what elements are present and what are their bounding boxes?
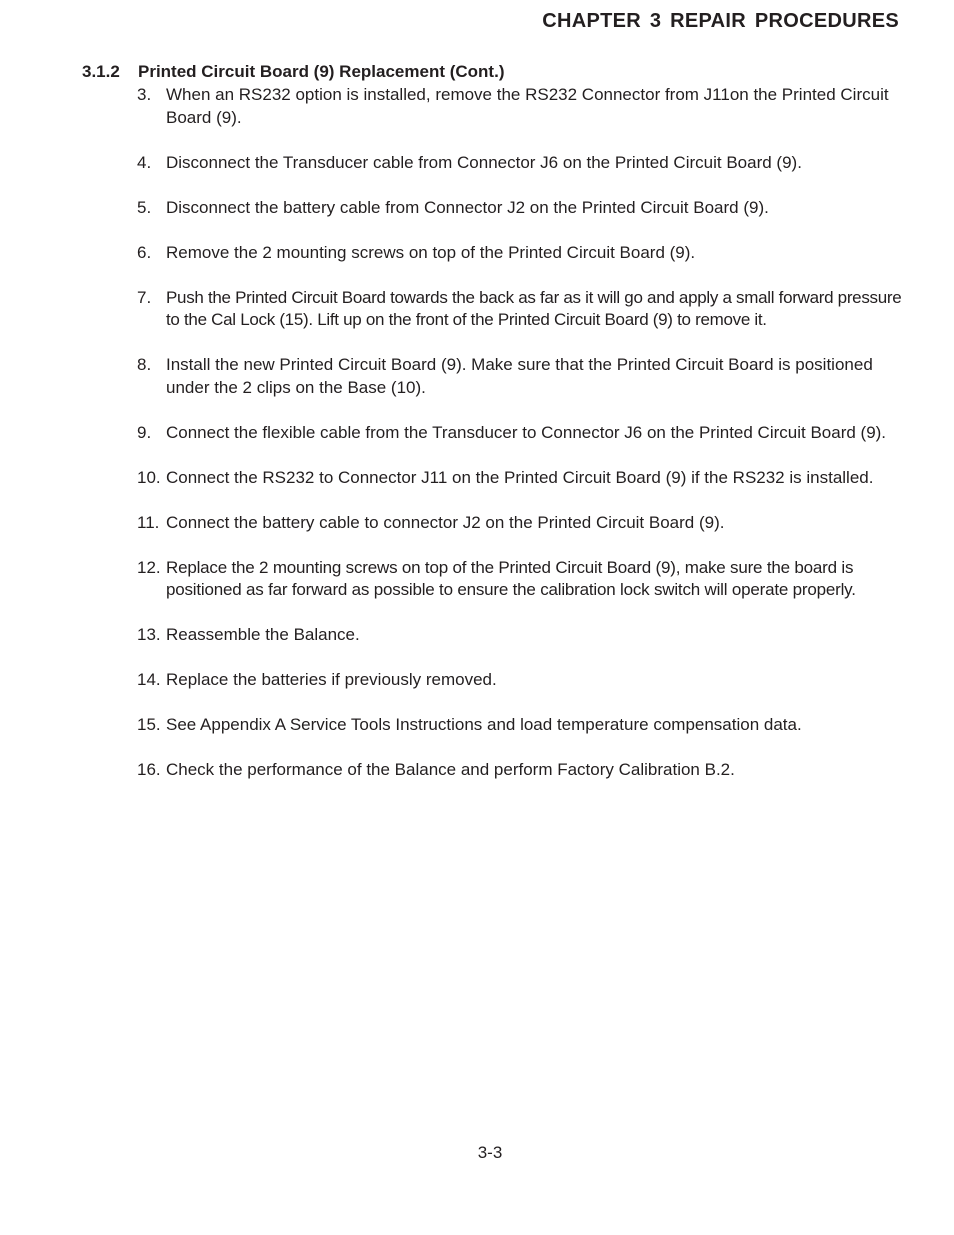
- chapter-title: CHAPTER 3 REPAIR PROCEDURES: [542, 10, 899, 32]
- step-number: 9.: [137, 422, 152, 442]
- step-number: 13.: [137, 625, 161, 644]
- step-number: 12.: [137, 557, 161, 577]
- section-heading: [82, 62, 504, 82]
- procedure-step: [137, 354, 902, 399]
- procedure-step: [137, 714, 902, 737]
- procedure-step: [137, 197, 902, 220]
- step-number: 6.: [137, 242, 152, 262]
- procedure-step: [137, 467, 902, 490]
- step-text: Install the new Printed Circuit Board (9). Make sure that the Printed Circuit Board is positioned under the 2 clips on the Base (10).: [166, 355, 873, 397]
- step-number: 11.: [137, 512, 160, 532]
- section-number: 3.1.2: [82, 62, 120, 81]
- step-number: 5.: [137, 197, 152, 217]
- step-number: 3.: [137, 85, 152, 104]
- step-text: Remove the 2 mounting screws on top of the Printed Circuit Board (9).: [166, 242, 696, 262]
- step-text: Connect the battery cable to connector J2 on the Printed Circuit Board (9).: [166, 512, 725, 532]
- step-number: 15.: [137, 715, 161, 734]
- step-text: Reassemble the Balance.: [166, 625, 360, 644]
- step-text: See Appendix A Service Tools Instructions and load temperature compensation data.: [166, 715, 802, 734]
- procedure-step: [137, 512, 902, 535]
- step-text: Connect the RS232 to Connector J11 on the Printed Circuit Board (9) if the RS232 is installed.: [166, 467, 874, 487]
- procedure-step: [137, 84, 902, 129]
- procedure-step: [137, 287, 902, 332]
- procedure-step: [137, 242, 902, 265]
- step-text: Check the performance of the Balance and perform Factory Calibration B.2.: [166, 760, 735, 779]
- step-number: 7.: [137, 287, 152, 307]
- section-title: Printed Circuit Board (9) Replacement (Cont.): [138, 62, 505, 81]
- step-text: Disconnect the battery cable from Connector J2 on the Printed Circuit Board (9).: [166, 197, 769, 217]
- step-number: 16.: [137, 760, 161, 779]
- step-text: Replace the 2 mounting screws on top of the Printed Circuit Board (9), make sure the board is positioned as far forward as possible to ensure the calibration lock switch will operate properly.: [166, 557, 856, 599]
- step-text: Disconnect the Transducer cable from Connector J6 on the Printed Circuit Board (9).: [166, 152, 802, 172]
- step-text: Connect the flexible cable from the Transducer to Connector J6 on the Printed Circuit Board (9).: [166, 422, 887, 442]
- page-number: 3-3: [477, 1143, 503, 1162]
- procedure-step: [137, 557, 902, 602]
- procedure-step: [137, 669, 902, 692]
- step-number: 4.: [137, 152, 152, 172]
- step-text: Replace the batteries if previously removed.: [166, 670, 497, 689]
- procedure-step: [137, 624, 902, 647]
- step-text: When an RS232 option is installed, remove the RS232 Connector from J11on the Printed Circuit Board (9).: [166, 85, 889, 127]
- procedure-step: [137, 422, 902, 445]
- step-number: 14.: [137, 670, 161, 689]
- step-text: Push the Printed Circuit Board towards the back as far as it will go and apply a small forward pressure to the Cal Lock (15). Lift up on the front of the Printed Circuit Board (9) to remove it.: [166, 287, 902, 329]
- procedure-step: [137, 759, 902, 782]
- step-number: 10.: [137, 467, 161, 487]
- procedure-step: [137, 152, 902, 175]
- step-number: 8.: [137, 355, 152, 374]
- procedure-steps-list: [137, 84, 902, 782]
